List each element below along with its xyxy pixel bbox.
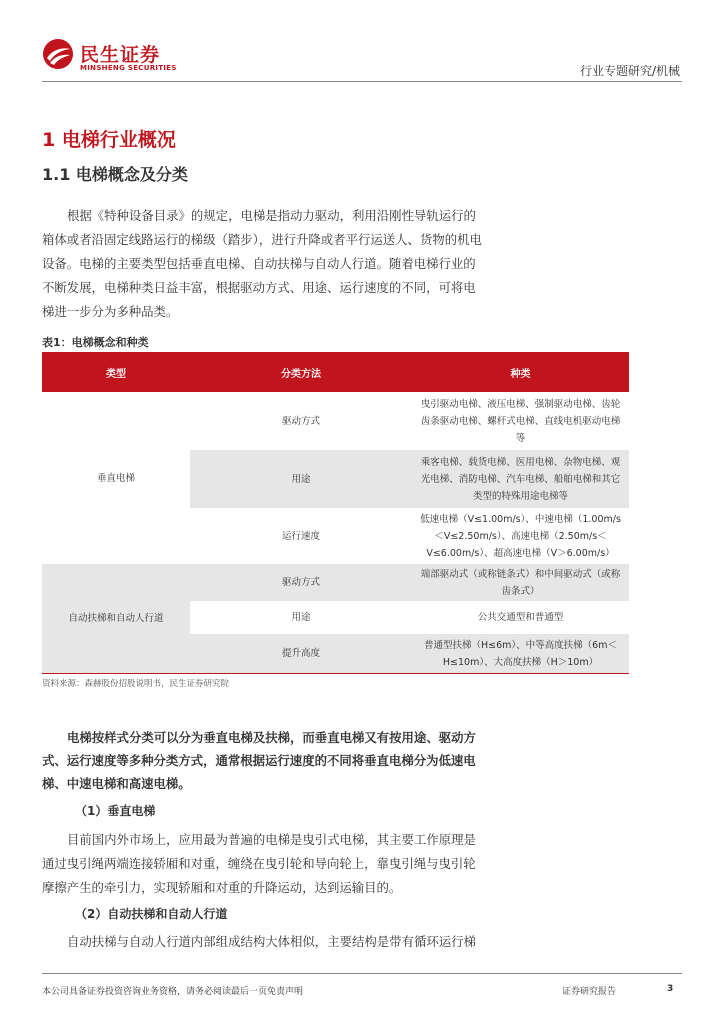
column-header-method: 分类方法 — [190, 352, 412, 392]
table-row — [42, 564, 629, 601]
footer-divider — [42, 973, 682, 974]
page-header — [0, 0, 724, 84]
footer-disclaimer: 本公司具备证券投资咨询业务资格，请务必阅读最后一页免责声明 — [42, 987, 304, 997]
header-divider — [42, 81, 682, 82]
subheading-vertical-elevator: （1）垂直电梯 — [75, 804, 156, 818]
table-header-row — [42, 352, 629, 392]
type-cell-vertical: 垂直电梯 — [42, 392, 190, 564]
type-cell-escalator: 自动扶梯和自动人行道 — [42, 564, 190, 673]
table-row — [42, 392, 629, 450]
method-cell: 提升高度 — [190, 634, 412, 673]
page-number: 3 — [667, 984, 674, 994]
kinds-cell: 低速电梯（V≤1.00m/s）、中速电梯（1.00m/s＜V≤2.50m/s）、高速电梯（2.50m/s＜V≤6.00m/s）、超高速电梯（V＞6.00m/s） — [412, 508, 629, 564]
method-cell: 用途 — [190, 601, 412, 634]
vertical-elevator-paragraph: 目前国内外市场上，应用最为普遍的电梯是曳引式电梯，其主要工作原理是通过曳引绳两端连接轿厢和对重，缠绕在曳引轮和导向轮上，靠曳引绳与曳引轮摩擦产生的牵引力，实现轿厢和对重的升降运动，达到运输目的。 — [42, 832, 476, 895]
report-category: 行业专题研究/机械 — [579, 64, 680, 78]
table-bottom-rule — [42, 673, 629, 674]
method-cell: 驱动方式 — [190, 564, 412, 601]
section-heading: 1 电梯行业概况 — [42, 129, 176, 151]
escalator-paragraph: 自动扶梯与自动人行道内部组成结构大体相似，主要结构是带有循环运行梯 — [67, 934, 476, 949]
brand-name-cn: 民生证券 — [80, 44, 161, 66]
method-cell: 驱动方式 — [190, 392, 412, 450]
table-title: 表1：电梯概念和种类 — [42, 336, 149, 349]
kinds-cell: 普通型扶梯（H≤6m）、中等高度扶梯（6m＜H≤10m）、大高度扶梯（H＞10m） — [412, 634, 629, 673]
kinds-cell: 端部驱动式（或称链条式）和中间驱动式（或称齿条式） — [412, 564, 629, 601]
key-summary-paragraph: 电梯按样式分类可以分为垂直电梯及扶梯，而垂直电梯又有按用途、驱动方式、运行速度等多种分类方式，通常根据运行速度的不同将垂直电梯分为低速电梯、中速电梯和高速电梯。 — [42, 730, 476, 791]
elevator-classification-table — [42, 352, 629, 673]
footer-report-type: 证券研究报告 — [562, 987, 617, 997]
kinds-cell: 公共交通型和普通型 — [412, 601, 629, 634]
subsection-heading: 1.1 电梯概念及分类 — [42, 165, 188, 184]
minsheng-logo-icon — [42, 38, 74, 70]
kinds-cell: 乘客电梯、载货电梯、医用电梯、杂物电梯、观光电梯、消防电梯、汽车电梯、船舶电梯和其它类型的特殊用途电梯等 — [412, 450, 629, 508]
intro-paragraph: 根据《特种设备目录》的规定，电梯是指动力驱动，利用沿刚性导轨运行的箱体或者沿固定线路运行的梯级（踏步），进行升降或者平行运送人、货物的机电设备。电梯的主要类型包括垂直电梯、自动扶梯与自动人行道。随着电梯行业的不断发展，电梯种类日益丰富，根据驱动方式、用途、运行速度的不同，可将电梯进一步分为多种品类。 — [42, 208, 482, 319]
column-header-kinds: 种类 — [412, 352, 629, 392]
subheading-escalator: （2）自动扶梯和自动人行道 — [75, 907, 228, 921]
brand-name-en: MINSHENG SECURITIES — [80, 64, 177, 72]
method-cell: 运行速度 — [190, 508, 412, 564]
kinds-cell: 曳引驱动电梯、液压电梯、强制驱动电梯、齿轮齿条驱动电梯、螺杆式电梯、直线电机驱动电梯等 — [412, 392, 629, 450]
table-source: 资料来源：森赫股份招股说明书，民生证券研究院 — [42, 679, 230, 689]
method-cell: 用途 — [190, 450, 412, 508]
column-header-type: 类型 — [42, 352, 190, 392]
